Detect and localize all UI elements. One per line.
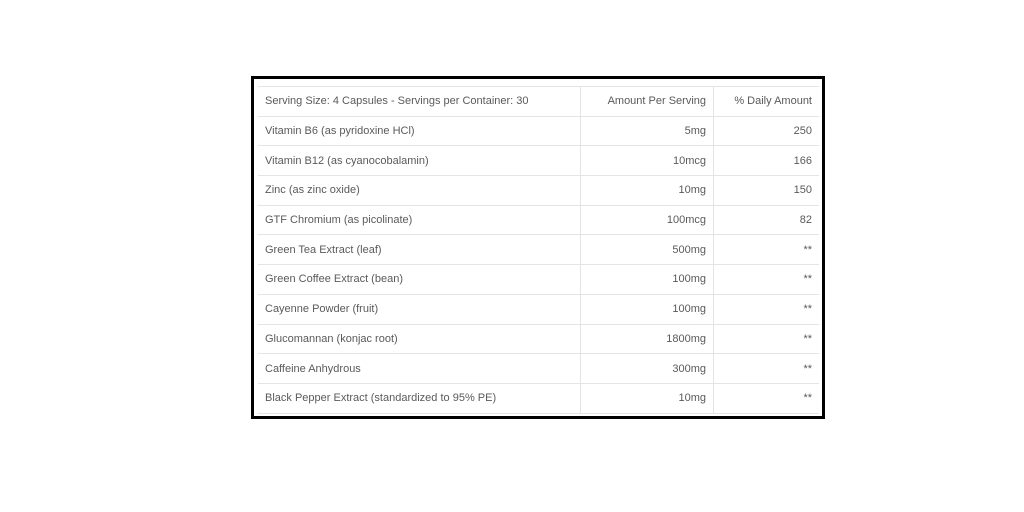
- ingredient-amount: 10mg: [581, 383, 714, 413]
- ingredient-name: Vitamin B6 (as pyridoxine HCl): [258, 116, 581, 146]
- ingredient-amount: 10mcg: [581, 146, 714, 176]
- ingredient-amount: 300mg: [581, 354, 714, 384]
- table-row: [258, 146, 819, 176]
- ingredient-amount: 10mg: [581, 176, 714, 206]
- table-row: [258, 324, 819, 354]
- supplement-facts-table: [258, 86, 819, 414]
- ingredient-daily: **: [714, 294, 820, 324]
- table-row: [258, 235, 819, 265]
- ingredient-name: Glucomannan (konjac root): [258, 324, 581, 354]
- ingredient-amount: 100mg: [581, 265, 714, 295]
- ingredient-amount: 100mcg: [581, 205, 714, 235]
- ingredient-name: Vitamin B12 (as cyanocobalamin): [258, 146, 581, 176]
- table-row: [258, 354, 819, 384]
- table-row: [258, 205, 819, 235]
- table-row: [258, 116, 819, 146]
- ingredient-daily: 150: [714, 176, 820, 206]
- ingredient-name: Zinc (as zinc oxide): [258, 176, 581, 206]
- ingredient-daily: **: [714, 383, 820, 413]
- ingredient-daily: **: [714, 265, 820, 295]
- ingredient-name: Green Coffee Extract (bean): [258, 265, 581, 295]
- table-header-row: [258, 87, 819, 117]
- ingredient-daily: 250: [714, 116, 820, 146]
- daily-amount-header: % Daily Amount: [714, 87, 820, 117]
- ingredient-amount: 1800mg: [581, 324, 714, 354]
- ingredient-daily: 82: [714, 205, 820, 235]
- ingredient-daily: 166: [714, 146, 820, 176]
- table-row: [258, 265, 819, 295]
- ingredient-amount: 500mg: [581, 235, 714, 265]
- ingredient-name: Black Pepper Extract (standardized to 95% PE): [258, 383, 581, 413]
- ingredient-name: Cayenne Powder (fruit): [258, 294, 581, 324]
- ingredient-name: Caffeine Anhydrous: [258, 354, 581, 384]
- table-row: [258, 383, 819, 413]
- table-row: [258, 294, 819, 324]
- ingredient-name: GTF Chromium (as picolinate): [258, 205, 581, 235]
- serving-size-header: Serving Size: 4 Capsules - Servings per Container: 30: [258, 87, 581, 117]
- supplement-facts-panel: [251, 76, 825, 419]
- ingredient-daily: **: [714, 324, 820, 354]
- amount-per-serving-header: Amount Per Serving: [581, 87, 714, 117]
- ingredient-amount: 100mg: [581, 294, 714, 324]
- ingredient-name: Green Tea Extract (leaf): [258, 235, 581, 265]
- table-row: [258, 176, 819, 206]
- ingredient-daily: **: [714, 354, 820, 384]
- ingredient-daily: **: [714, 235, 820, 265]
- ingredient-amount: 5mg: [581, 116, 714, 146]
